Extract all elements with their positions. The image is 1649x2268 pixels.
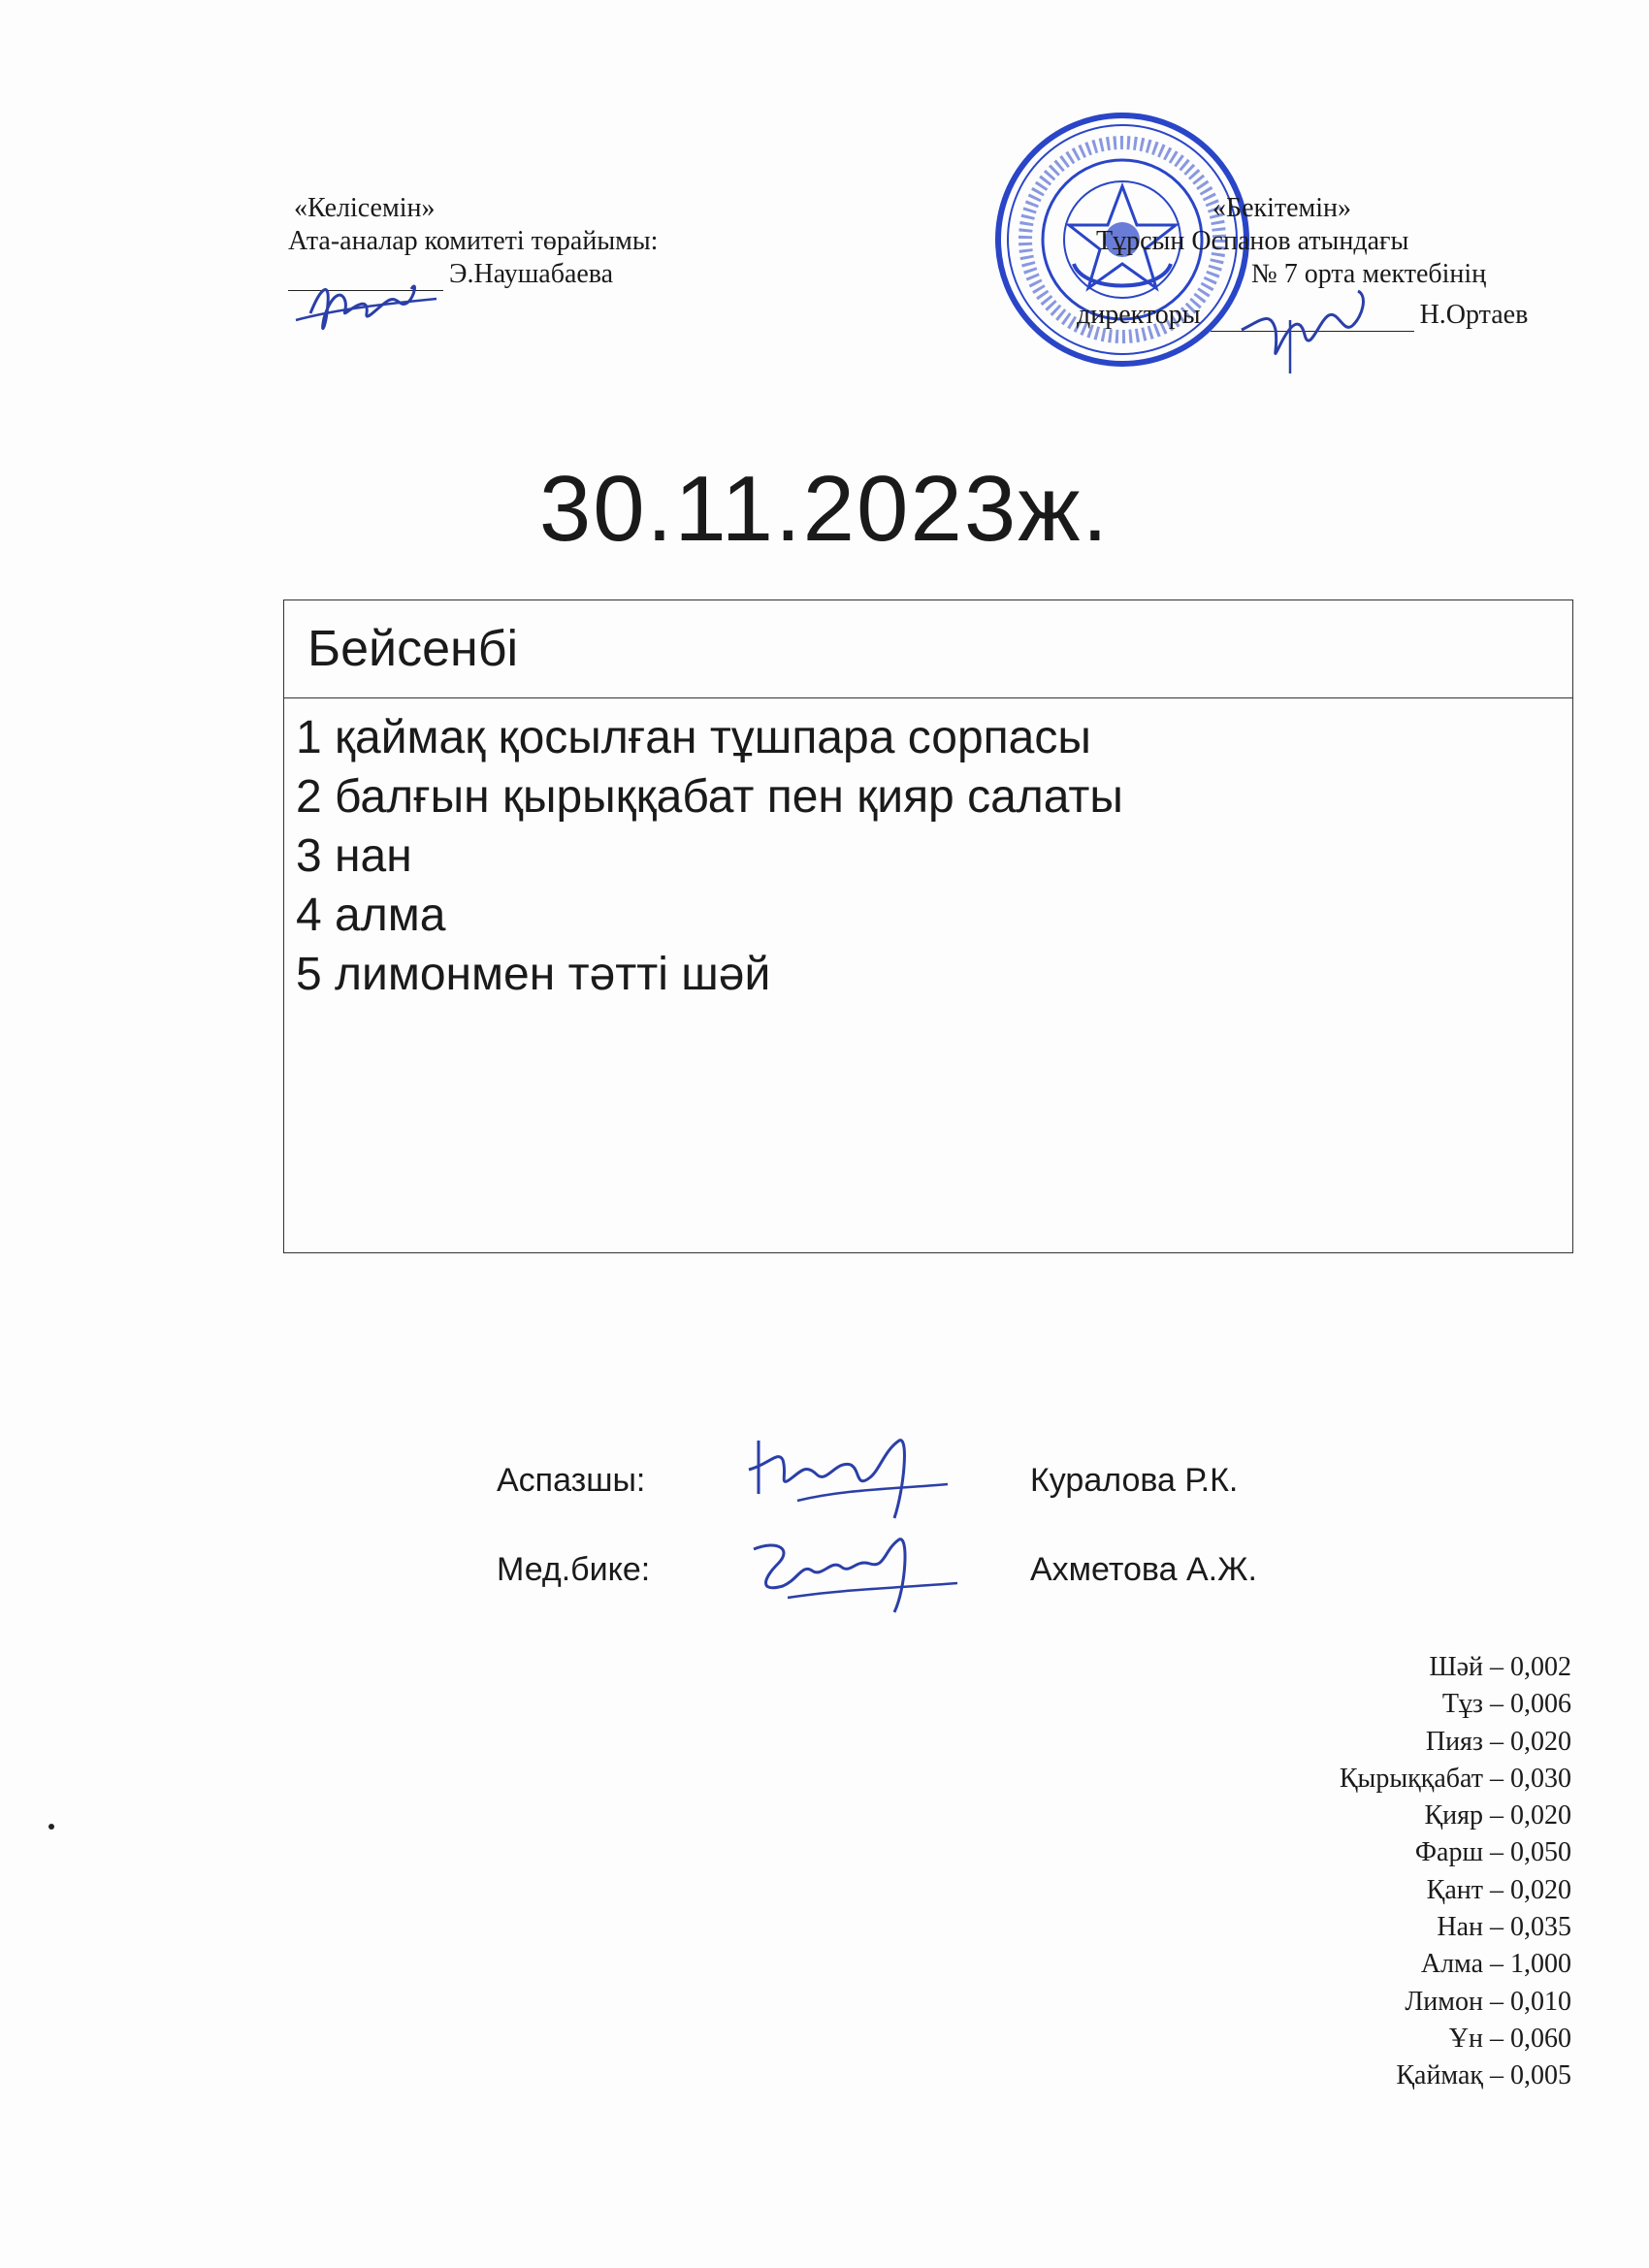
menu-date: 30.11.2023ж. [538, 457, 1111, 561]
menu-item: 1 қаймақ қосылған тұшпара сорпасы [296, 712, 1091, 763]
ingredient-item: Нан – 0,035 [1437, 1912, 1571, 1943]
approval-line1: Тұрсын Оспанов атындағы [1096, 226, 1409, 256]
approval-line3: директоры [1077, 300, 1201, 330]
ingredient-item: Пияз – 0,020 [1425, 1726, 1571, 1757]
menu-item: 4 алма [296, 890, 446, 941]
ingredient-item: Шәй – 0,002 [1429, 1652, 1571, 1682]
menu-item: 3 нан [296, 830, 412, 882]
ingredient-item: Қырыққабат – 0,030 [1339, 1763, 1571, 1794]
agreement-signature [291, 260, 446, 347]
staff-role: Аспазшы: [497, 1462, 646, 1499]
menu-item: 2 балғын қырыққабат пен қияр салаты [296, 771, 1123, 823]
ingredient-item: Ұн – 0,060 [1448, 2023, 1571, 2054]
ingredient-item: Қант – 0,020 [1426, 1874, 1571, 1905]
ingredient-item: Қияр – 0,020 [1424, 1800, 1571, 1831]
approval-name: Н.Ортаев [1419, 300, 1529, 330]
nurse-signature [739, 1510, 972, 1617]
ingredient-item: Фарш – 0,050 [1414, 1837, 1571, 1868]
staff-name: Куралова Р.К. [1030, 1462, 1239, 1499]
approval-title: «Бекітемін» [1212, 193, 1352, 223]
ingredient-item: Қаймақ – 0,005 [1396, 2060, 1571, 2091]
ingredient-item: Тұз – 0,006 [1441, 1689, 1571, 1720]
agreement-name: Э.Наушабаева [449, 259, 614, 289]
menu-items [284, 698, 1572, 1004]
menu-item: 5 лимонмен тәтті шәй [296, 949, 771, 1000]
agreement-position: Ата-аналар комитеті төрайымы: [288, 226, 659, 256]
staff-role: Мед.бике: [497, 1551, 651, 1588]
scan-speck [48, 1824, 54, 1830]
staff-name: Ахметова А.Ж. [1030, 1551, 1257, 1588]
ingredients-list [1086, 1649, 1571, 2095]
approval-line2: № 7 орта мектебінің [1251, 259, 1487, 289]
menu-day: Бейсенбі [284, 600, 1572, 698]
menu-table [283, 599, 1573, 1253]
ingredient-item: Алма – 1,000 [1420, 1949, 1571, 1980]
ingredient-item: Лимон – 0,010 [1405, 1986, 1571, 2017]
approval-signature [1232, 281, 1377, 378]
agreement-title: «Келісемін» [294, 193, 436, 223]
